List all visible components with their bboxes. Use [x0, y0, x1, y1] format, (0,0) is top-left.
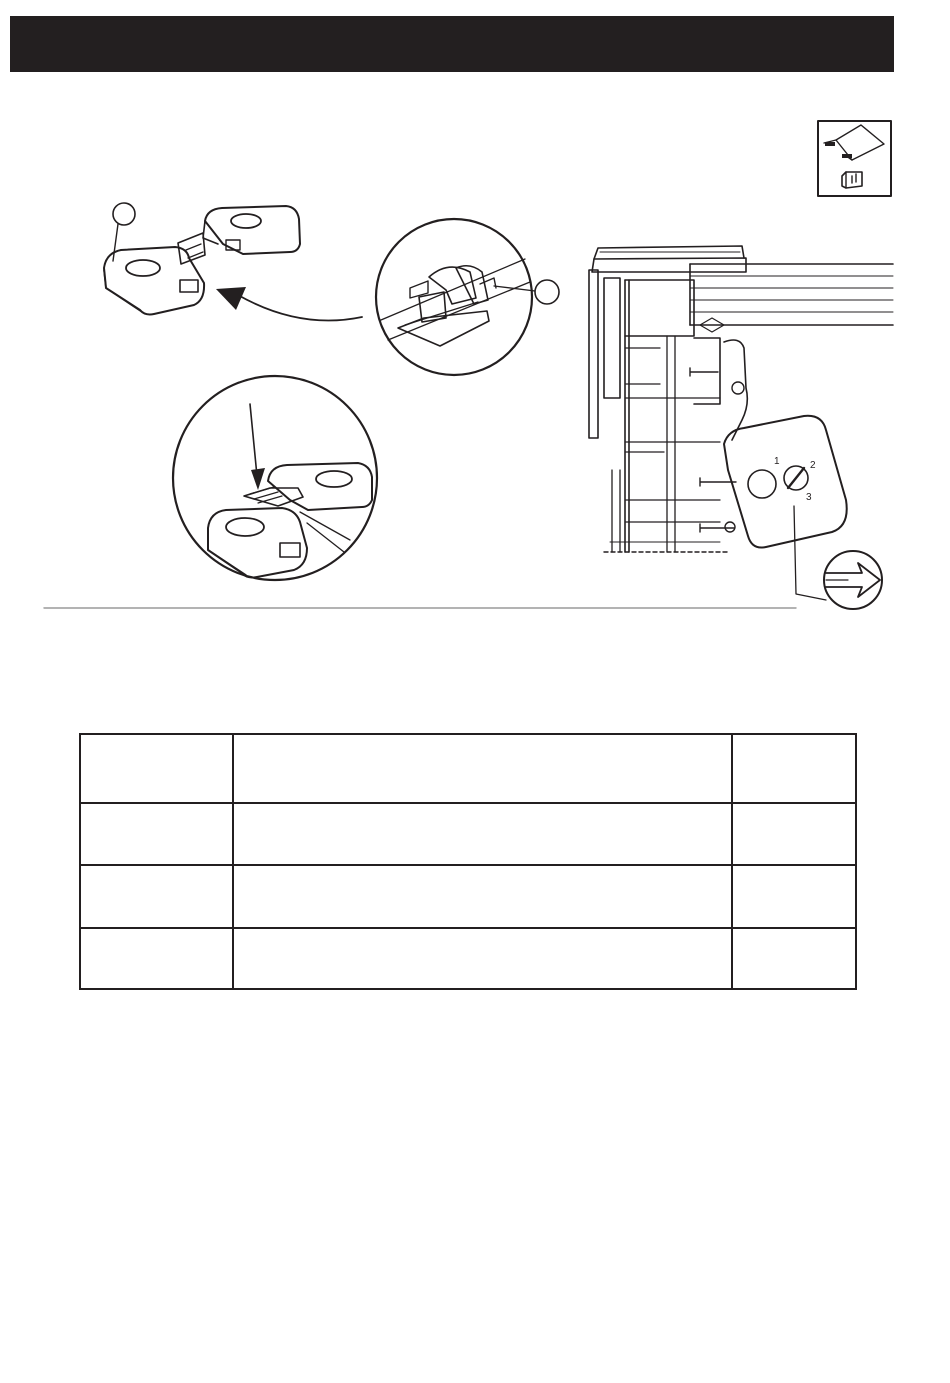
table-cell [81, 804, 234, 864]
table-row [81, 929, 855, 988]
dial-number-1: 1 [774, 456, 780, 467]
direction-arrow-icon [824, 551, 882, 609]
table-cell [81, 929, 234, 988]
curved-arrow-icon [216, 287, 362, 321]
table-cell [81, 866, 234, 927]
table-row [81, 866, 855, 929]
parts-package-icon [818, 121, 891, 196]
table-row [81, 804, 855, 866]
dial-number-2: 2 [810, 460, 816, 471]
connector-clip-assembled [104, 203, 300, 315]
table-cell [733, 929, 855, 988]
table-row [81, 735, 855, 804]
detail-circle-peg [376, 219, 559, 375]
callout-circle-2 [535, 280, 559, 304]
table-cell [81, 735, 234, 802]
table-cell [234, 804, 733, 864]
table-cell [733, 735, 855, 802]
assembly-illustration [0, 0, 950, 640]
table-cell [234, 735, 733, 802]
table-cell [733, 804, 855, 864]
table-cell [733, 866, 855, 927]
table-cell [234, 866, 733, 927]
spec-table [79, 733, 857, 990]
callout-circle-1 [113, 203, 135, 225]
detail-circle-press [173, 376, 377, 580]
dial-number-3: 3 [806, 492, 812, 503]
table-cell [234, 929, 733, 988]
